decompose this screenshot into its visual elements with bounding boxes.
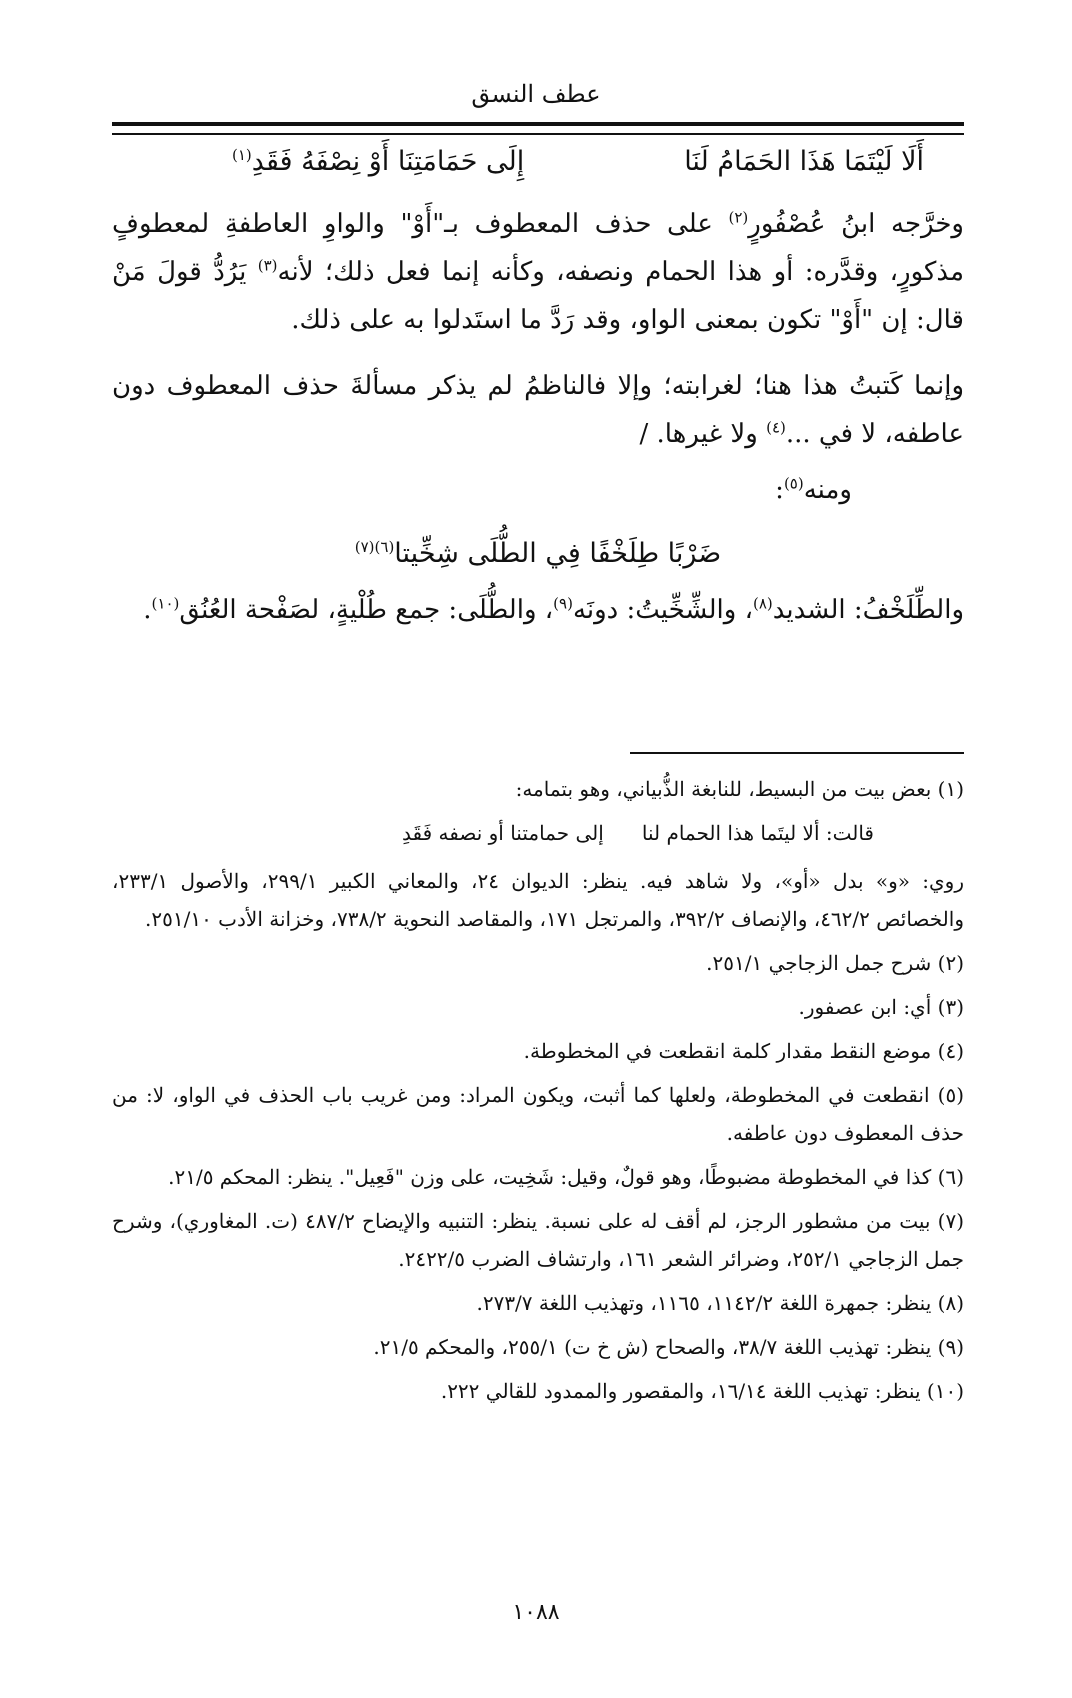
footnotes-section xyxy=(112,770,964,1416)
footnote-6: (٦) كذا في المخطوطة مضبوطًا، وهو قولٌ، وقيل: شَخِيت، على وزن "فَعِيل". ينظر: المحكم ٢١/٥. xyxy=(168,1165,964,1189)
footnote-1-verse-second-half: إلى حمامتنا أو نصفه فَقَدِ xyxy=(402,821,604,845)
header-rule-thin xyxy=(112,133,964,135)
footnote-5: (٥) انقطعت في المخطوطة، ولعلها كما أثبت، ويكون المراد: ومن غريب باب الحذف في الواو، لا: من حذف المعطوف دون عاطفه. xyxy=(112,1083,964,1145)
footnote-8: (٨) ينظر: جمهرة اللغة ١١٤٢/٢، ١١٦٥، وتهذيب اللغة ٢٧٣/٧. xyxy=(476,1291,964,1315)
footnote-ref: (٤) xyxy=(766,418,786,437)
footnote-7: (٧) بيت من مشطور الرجز، لم أقف له على نسبة. ينظر: التنبيه والإيضاح ٤٨٧/٢ (ت. المغاوري)، وشرح جمل الزجاجي ٢٥٢/١، وضرائر الشعر ١٦١، وارتشاف الضرب ٢٤٢٢/٥. xyxy=(112,1209,964,1271)
paragraph-two: وإنما كَتبتُ هذا هنا؛ لغرابته؛ وإلا فالناظمُ لم يذكر مسألةَ حذف المعطوف دون عاطفه، لا في ...$^{(٤)}$ ولا غيرها. / xyxy=(112,371,964,449)
paragraph-four: والطِّلَخْفُ: الشديد$^{(٨)}$، والشِّخِّيتُ: دونَه$^{(٩)}$، والطُّلَى: جمع طُلْيةٍ، لصَفْحة العُنُق$^{(١٠)}$. xyxy=(143,594,964,625)
paragraph-three: ومنه$^{(٥)}$: xyxy=(775,474,852,505)
page-number: ١٠٨٨ xyxy=(512,1600,560,1625)
footnote-ref: (٣) xyxy=(257,256,278,275)
footnote-ref: (٥) xyxy=(783,474,804,493)
footnote-ref: (٢) xyxy=(728,208,749,227)
footnote-ref: (٩) xyxy=(553,594,573,613)
header-rule-thick xyxy=(112,122,964,126)
footnote-1: (١) بعض بيت من البسيط، للنابغة الذُّبياني، وهو بتمامه: xyxy=(515,777,964,801)
footnote-10: (١٠) ينظر: تهذيب اللغة ١٦/١٤، والمقصور والممدود للقالي ٢٢٢. xyxy=(440,1379,964,1403)
footnote-3: (٣) أي: ابن عصفور. xyxy=(798,995,964,1019)
footnote-ref: (٨) xyxy=(752,594,773,613)
footnote-1-verse-first-half: قالت: ألا ليتَما هذا الحمام لنا xyxy=(641,821,874,845)
running-header-title: عطف النسق xyxy=(471,80,601,108)
footnote-ref: (١٠) xyxy=(151,594,180,613)
footnote-1-continuation: روي: «و» بدل «أو»، ولا شاهد فيه. ينظر: الديوان ٢٤، والمعاني الكبير ٢٩٩/١، والأصول ٢٣٣/١، والخصائص ٤٦٢/٢، والإنصاف ٣٩٢/٢، والمرتجل ١٧١، والمقاصد النحوية ٧٣٨/٢، وخزانة الأدب ٢٥١/١٠. xyxy=(112,869,965,931)
footnote-2: (٢) شرح جمل الزجاجي ٢٥١/١. xyxy=(706,951,964,975)
footnote-ref: (١) xyxy=(232,146,252,164)
footnote-1-verse xyxy=(112,814,964,852)
footnote-separator xyxy=(630,752,964,754)
verse-one-second-half: إِلَى حَمَامَتِنَا أَوْ نِصْفَهُ فَقَدِ$^{(١)}$ xyxy=(232,146,525,177)
verse-one-first-half: أَلَا لَيْتَمَا هَذَا الحَمَامُ لَنَا xyxy=(684,146,924,177)
footnote-9: (٩) ينظر: تهذيب اللغة ٣٨/٧، والصحاح (ش خ ت) ٢٥٥/١، والمحكم ٢١/٥. xyxy=(373,1335,964,1359)
footnote-4: (٤) موضع النقط مقدار كلمة انقطعت في المخطوطة. xyxy=(523,1039,964,1063)
footnote-ref: (٦)(٧) xyxy=(354,538,395,556)
verse-two xyxy=(112,534,964,574)
verse-two-text: ضَرْبًا طِلَخْفًا فِي الطُّلَى شِخِّيتا$^{(٦)(٧)}$ xyxy=(354,538,722,569)
paragraph-one: وخرَّجه ابنُ عُصْفُورٍ$^{(٢)}$ على حذف المعطوف بـ"أَوْ" والواوِ العاطفةِ لمعطوفٍ مذكورٍ، وقدَّره: أو هذا الحمام ونصفه، وكأنه إنما فعل ذلك؛ لأنه$^{(٣)}$ يَرُدُّ قولَ مَنْ قال: إن "أَوْ" تكون بمعنى الواو، وقد رَدَّ ما استَدلوا به على ذلك. xyxy=(112,208,964,335)
